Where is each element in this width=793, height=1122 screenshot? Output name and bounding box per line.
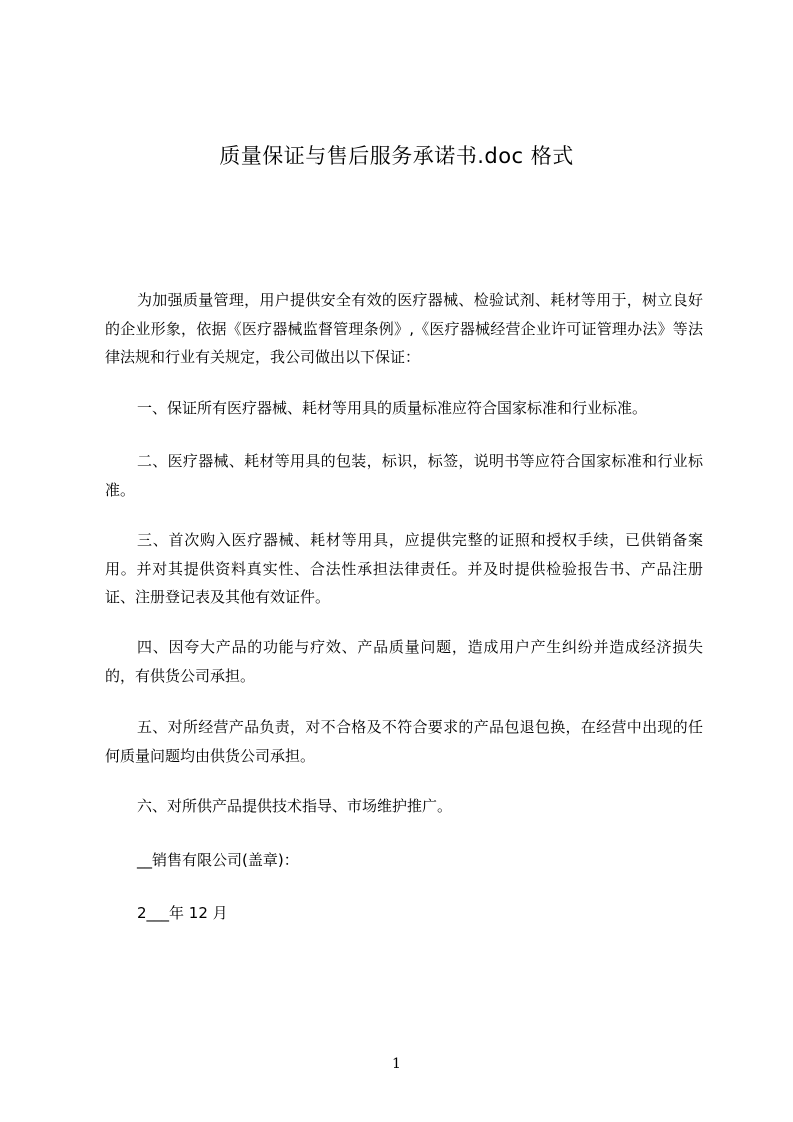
commitment-item-1: 一、保证所有医疗器械、耗材等用具的质量标准应符合国家标准和行业标准。 [137,399,648,417]
document-title: 质量保证与售后服务承诺书.doc 格式 [219,144,574,168]
commitment-item-5: 五、对所经营产品负责，对不合格及不符合要求的产品包退包换，在经营中出现的任何质量问题均由供货公司承担。 [105,718,703,765]
commitment-item-3: 三、首次购入医疗器械、耗材等用具，应提供完整的证照和授权手续，已供销备案用。并对其提供资料真实性、合法性承担法律责任。并及时提供检验报告书、产品注册证、注册登记表及其他有效证件。 [105,531,703,606]
commitment-item-2: 二、医疗器械、耗材等用具的包装，标识，标签，说明书等应符合国家标准和行业标准。 [105,452,703,499]
company-signature: __销售有限公司(盖章)： [137,851,299,869]
page-number: 1 [392,1056,401,1072]
commitment-item-4: 四、因夸大产品的功能与疗效、产品质量问题，造成用户产生纠纷并造成经济损失的，有供货公司承担。 [105,638,703,685]
signing-date: 2___年 12 月 [137,904,228,922]
commitment-item-6: 六、对所供产品提供技术指导、市场维护推广。 [137,797,453,815]
intro-paragraph: 为加强质量管理，用户提供安全有效的医疗器械、检验试剂、耗材等用于，树立良好的企业形象，依据《医疗器械监督管理条例》,《医疗器械经营企业许可证管理办法》等法律法规和行业有关规定，我公司做出以下保证： [105,291,703,366]
